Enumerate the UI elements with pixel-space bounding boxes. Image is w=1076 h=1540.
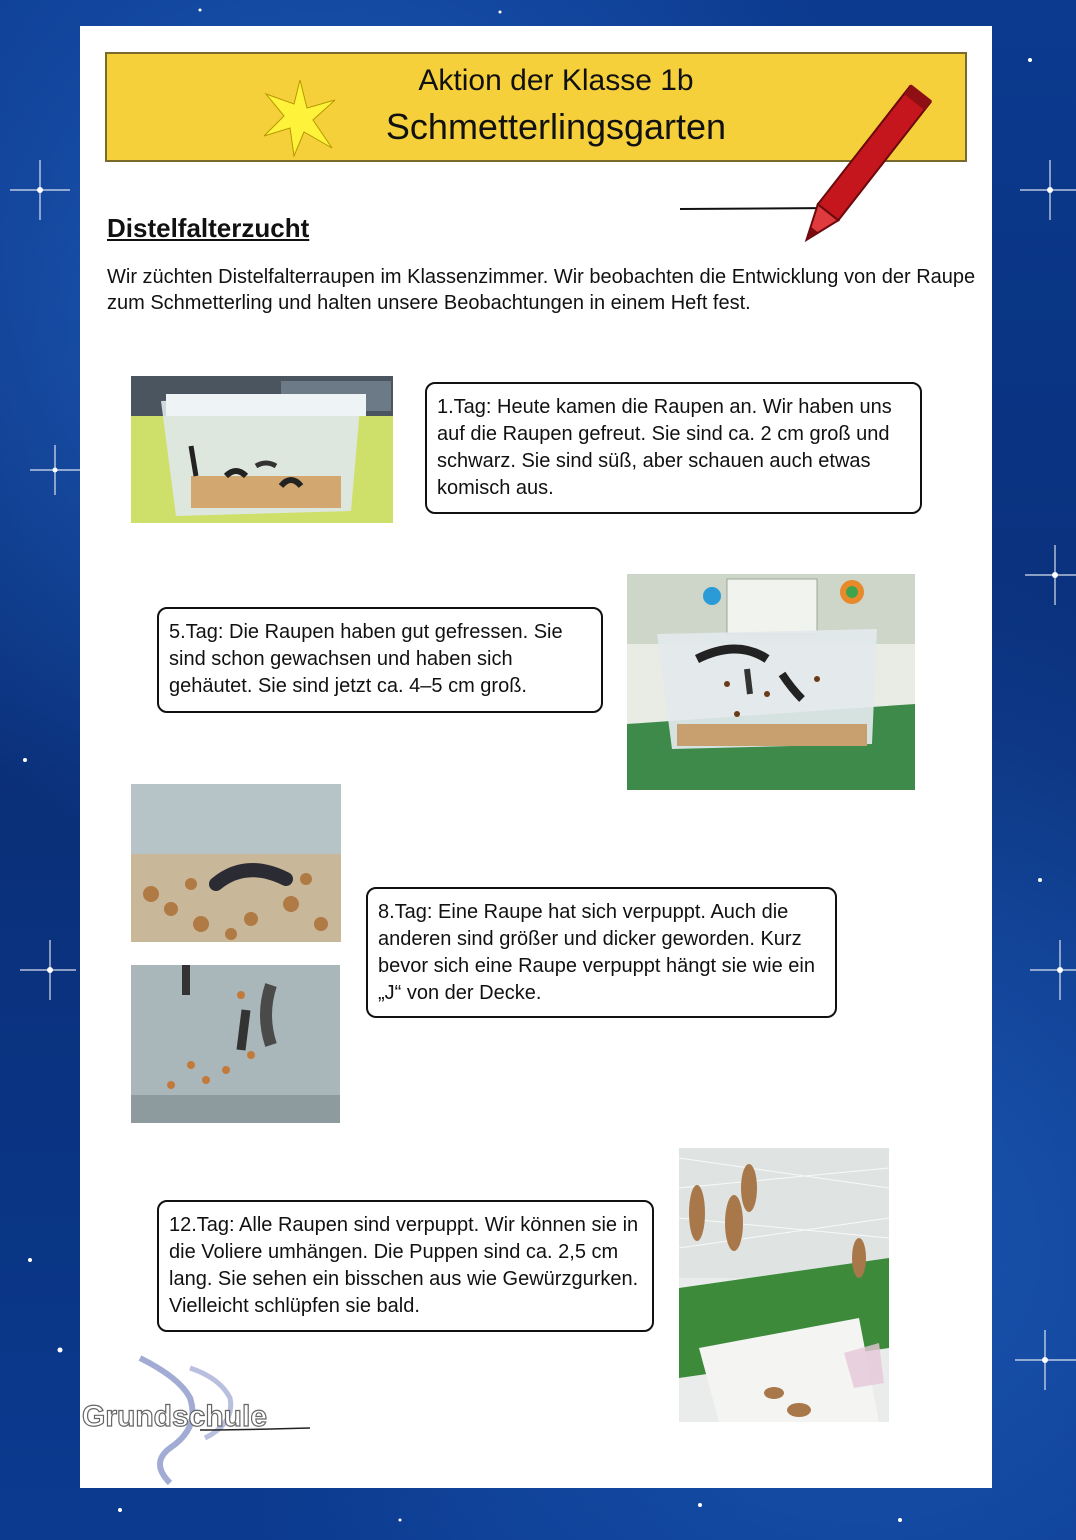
note-day5: 5.Tag: Die Raupen haben gut gefressen. Sie sind schon gewachsen und haben sich gehäutet. Sie sind jetzt ca. 4–5 cm groß. — [157, 607, 603, 713]
banner-subtitle: Aktion der Klasse 1b — [418, 64, 694, 97]
photo-pupae-on-net — [679, 1148, 889, 1422]
section-heading: Distelfalterzucht — [107, 213, 310, 243]
photo-hanging-caterpillar — [131, 965, 340, 1123]
photo-caterpillar-box-day1 — [131, 376, 393, 523]
photo-caterpillar-box-day5 — [627, 574, 915, 790]
star-icon — [260, 78, 340, 158]
note-day8: 8.Tag: Eine Raupe hat sich verpuppt. Auch die anderen sind größer und dicker geworden. Kurz bevor sich eine Raupe verpuppt hängt sie wie ein „J“ von der Decke. — [366, 887, 837, 1018]
school-logo-text: Grundschule — [82, 1400, 268, 1433]
banner-title: Schmetterlingsgarten — [385, 106, 727, 147]
school-logo — [80, 1348, 340, 1488]
photo-caterpillar-closeup — [131, 784, 341, 942]
crayon-icon — [675, 70, 975, 270]
note-day12: 12.Tag: Alle Raupen sind verpuppt. Wir können sie in die Voliere umhängen. Die Puppen sind ca. 2,5 cm lang. Sie sehen ein bisschen aus wie Gewürzgurken. Vielleicht schlüpfen sie bald. — [157, 1200, 654, 1332]
page-sheet — [80, 26, 992, 1488]
intro-paragraph: Wir züchten Distelfalterraupen im Klassenzimmer. Wir beobachten die Entwicklung von der Raupe zum Schmetterling und halten unsere Beobachtungen in einem Heft fest. — [107, 266, 976, 314]
note-day1: 1.Tag: Heute kamen die Raupen an. Wir haben uns auf die Raupen gefreut. Sie sind ca. 2 cm groß und schwarz. Sie sind süß, aber schauen auch etwas komisch aus. — [425, 382, 922, 514]
